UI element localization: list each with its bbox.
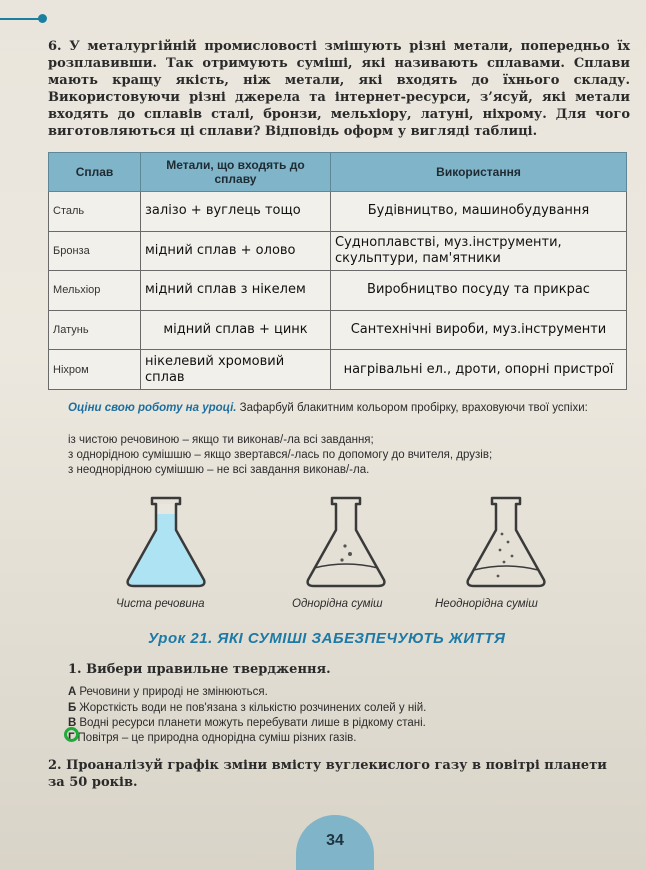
alloy-name: Ніхром — [49, 350, 141, 390]
alloys-table — [48, 152, 627, 390]
alloy-name: Сталь — [49, 192, 141, 232]
table-row — [49, 350, 627, 390]
option-text: Повітря – це природна однорідна суміш різних газів. — [77, 732, 357, 744]
flask-label: Чиста речовина — [116, 598, 205, 610]
top-dot — [38, 14, 47, 23]
option-letter: Б — [68, 702, 77, 714]
alloy-metals[interactable]: нікелевий хромовий сплав — [141, 350, 331, 390]
table-row — [49, 310, 627, 350]
question-1: 1. Вибери правильне твердження. — [68, 662, 331, 677]
header-use: Використання — [331, 153, 627, 192]
answer-option[interactable] — [68, 702, 426, 714]
task-number: 6. — [48, 39, 62, 54]
table-row — [49, 271, 627, 311]
selected-answer-circle-icon — [64, 727, 79, 742]
table-header-row — [49, 153, 627, 192]
flask-label: Неоднорідна суміш — [435, 598, 538, 610]
alloy-use[interactable]: Сантехнічні вироби, муз.інструменти — [331, 310, 627, 350]
option-text: Речовини у природі не змінюються. — [79, 686, 268, 698]
criterion-item: з однорідною сумішшю – якщо звертався/-лась по допомогу до вчителя, друзів; — [68, 449, 493, 461]
option-letter: А — [68, 686, 77, 698]
header-alloy: Сплав — [49, 153, 141, 192]
alloy-name: Мельхіор — [49, 271, 141, 311]
answer-option[interactable] — [68, 717, 426, 729]
alloy-use[interactable]: нагрівальні ел., дроти, опорні пристрої — [331, 350, 627, 390]
table-row — [49, 192, 627, 232]
flask-pure-substance-icon[interactable] — [118, 490, 214, 590]
header-metals: Метали, що входять до сплаву — [141, 153, 331, 192]
option-text: Водні ресурси планети можуть перебувати лише в рідкому стані. — [79, 717, 426, 729]
alloy-metals[interactable]: мідний сплав + олово — [141, 231, 331, 271]
option-text: Жорсткість води не пов'язана з кількістю розчинених солей у ній. — [79, 702, 427, 714]
flask-heterogeneous-mixture-icon[interactable] — [458, 490, 554, 590]
answer-option-selected[interactable] — [68, 732, 356, 744]
self-assessment — [68, 401, 628, 415]
option-letter: Г — [68, 732, 75, 744]
alloy-metals[interactable]: залізо + вуглець тощо — [141, 192, 331, 232]
table-row — [49, 231, 627, 271]
question-2: 2. Проаналізуй графік зміни вмісту вуглекислого газу в повітрі планети за 50 років. — [48, 758, 607, 790]
page-number: 34 — [326, 832, 344, 849]
task-6 — [48, 38, 630, 140]
assessment-title: Оціни свою роботу на уроці. — [68, 402, 237, 414]
answer-option[interactable] — [68, 686, 268, 698]
alloy-metals[interactable]: мідний сплав + цинк — [141, 310, 331, 350]
alloy-use[interactable]: Виробництво посуду та прикрас — [331, 271, 627, 311]
alloy-use[interactable]: Судноплавстві, муз.інструменти, скульптури, пам'ятники — [331, 231, 627, 271]
task-text: У металургійній промисловості змішують різні метали, попередньо їх розплавивши. Так отримують суміші, які називають сплавами. Сплави мають кращу якість, ніж метали, які входять до їхнього складу. Використовуючи різні джерела та інтернет-ресурси, з’ясуй, які метали входять до сплавів сталі, бронзи, мельхіору, латуні, ніхрому. Для чого виготовляються ці сплави? Відповідь оформ у вигляді таблиці. — [48, 39, 631, 139]
alloy-use[interactable]: Будівництво, машинобудування — [331, 192, 627, 232]
flask-label: Однорідна суміш — [292, 598, 383, 610]
top-rule — [0, 18, 40, 20]
alloy-name: Бронза — [49, 231, 141, 271]
alloy-metals[interactable]: мідний сплав з нікелем — [141, 271, 331, 311]
alloy-name: Латунь — [49, 310, 141, 350]
criterion-item: з неоднорідною сумішшю – не всі завдання виконав/-ла. — [68, 464, 370, 476]
lesson-title: Урок 21. ЯКІ СУМІШІ ЗАБЕЗПЕЧУЮТЬ ЖИТТЯ — [148, 630, 506, 647]
flask-homogeneous-mixture-icon[interactable] — [298, 490, 394, 590]
criterion-item: із чистою речовиною – якщо ти виконав/-ла всі завдання; — [68, 434, 374, 446]
assessment-text: Зафарбуй блакитним кольором пробірку, враховуючи твої успіхи: — [236, 402, 588, 414]
option-letter: В — [68, 717, 77, 729]
